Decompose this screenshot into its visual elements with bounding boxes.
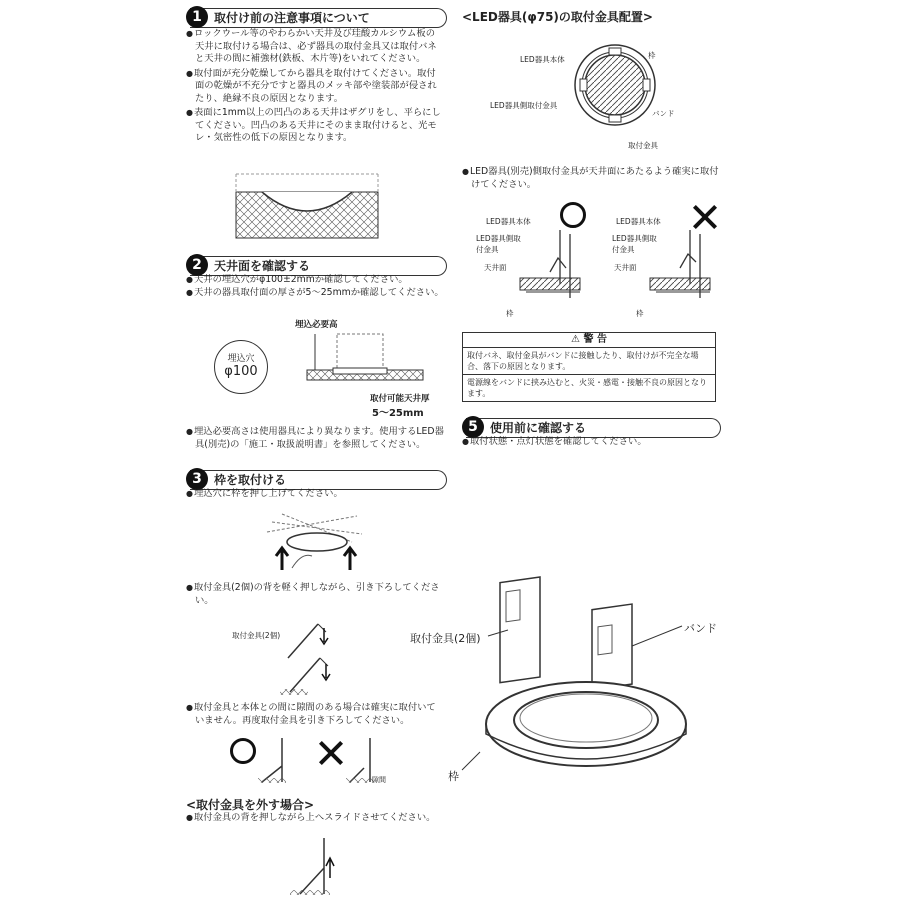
band-label: バンド <box>652 109 675 118</box>
led-side-bracket-label: LED器具側取付金具 <box>612 234 657 254</box>
main-band-label: バンド <box>684 622 717 635</box>
s1-bullet-2: ● 取付面が充分乾燥してから器具を取付けてください。取付面の乾燥が不充分ですと器具のメッキ部や塗装部が侵されたり、絶縁不良の原因となります。 <box>186 68 444 106</box>
remove-bullet-1: ● 取付金具の背を押しながら上へスライドさせてください。 <box>186 812 444 825</box>
remove-section-title: <取付金具を外す場合> <box>186 798 315 812</box>
section-title: 天井面を確認する <box>214 259 311 273</box>
required-height-label: 埋込必要高 <box>295 320 338 330</box>
led-body-label: LED器具本体 <box>616 217 661 226</box>
led-body-label: LED器具本体 <box>520 55 565 64</box>
layout-bullet: ● LED器具(別売)側取付金具が天井面にあたるよう確実に取付けてください。 <box>462 166 720 191</box>
frame-label: 枠 <box>648 51 656 60</box>
hole-label: 埋込穴 <box>227 354 255 364</box>
s2-bullet-1: ● 天井の埋込穴がφ100±2mmか確認してください。 <box>186 274 446 287</box>
warning-icon: ⚠ <box>571 334 584 345</box>
s2-bullet-3: ● 埋込必要高さは使用器具により異なります。使用するLED器具(別売)の「施工・取扱説明書」を参照してください。 <box>186 426 444 451</box>
section-number: 5 <box>462 416 484 438</box>
section-number: 3 <box>186 468 208 490</box>
section-title: 枠を取付ける <box>214 473 287 487</box>
main-bracket-label: 取付金具(2個) <box>410 632 481 645</box>
warning-text-1: 取付バネ、取付金具がバンドに接触したり、取付けが不完全な場合、落下の原因となります。 <box>463 348 715 375</box>
frame-label: 枠 <box>636 309 644 318</box>
led-body-label: LED器具本体 <box>486 217 531 226</box>
main-frame-label: 枠 <box>448 770 459 783</box>
bracket-label: 取付金具 <box>628 141 658 150</box>
frame-label: 枠 <box>506 309 514 318</box>
section-number: 2 <box>186 254 208 276</box>
section-title: 使用前に確認する <box>490 421 587 435</box>
led-side-bracket-label: LED器具側取付金具 <box>476 234 521 254</box>
layout-section-title: <LED器具(φ75)の取付金具配置> <box>462 10 653 24</box>
warning-text-2: 電源線をバンドに挟み込むと、火災・感電・接触不良の原因となります。 <box>467 378 707 398</box>
s3-bullet-3: ● 取付金具と本体との間に隙間のある場合は確実に取付いていません。再度取付金具を引き下ろしてください。 <box>186 702 444 727</box>
ceiling-label: 天井面 <box>484 263 507 272</box>
hole-diameter: φ100 <box>224 364 258 379</box>
s3-bullet-1: ● 埋込穴に枠を押し上げてください。 <box>186 488 444 501</box>
s3-bullet-2: ● 取付金具(2個)の背を軽く押しながら、引き下ろしてください。 <box>186 582 444 607</box>
s1-bullet-3: ● 表面に1mm以上の凹凸のある天井はザグリをし、平らにしてください。凹凸のある天井にそのまま取付けると、光モレ・気密性の低下の原因となります。 <box>186 107 444 145</box>
s2-bullet-2: ● 天井の器具取付面の厚さが5～25mmか確認してください。 <box>186 287 446 300</box>
ceiling-label: 天井面 <box>614 263 637 272</box>
section-number: 1 <box>186 6 208 28</box>
section-title: 取付け前の注意事項について <box>214 11 370 25</box>
bracket-label: 取付金具(2個) <box>232 631 281 640</box>
led-bracket-label: LED器具側取付金具 <box>490 101 558 110</box>
s5-bullet-1: ● 取付状態・点灯状態を確認してください。 <box>462 436 722 449</box>
warning-title: 警 告 <box>583 334 607 345</box>
gap-label: 隙間 <box>372 776 386 784</box>
s1-bullet-1: ● ロックウール等のやわらかい天井及び珪酸カルシウム板の天井に取付ける場合は、必ず器具の取付金具又は取付バネと天井の間に補強材(鉄板、木片等)をいれてください。 <box>186 28 444 66</box>
thickness-label: 取付可能天井厚 <box>370 394 430 404</box>
thickness-value: 5～25mm <box>372 408 424 419</box>
